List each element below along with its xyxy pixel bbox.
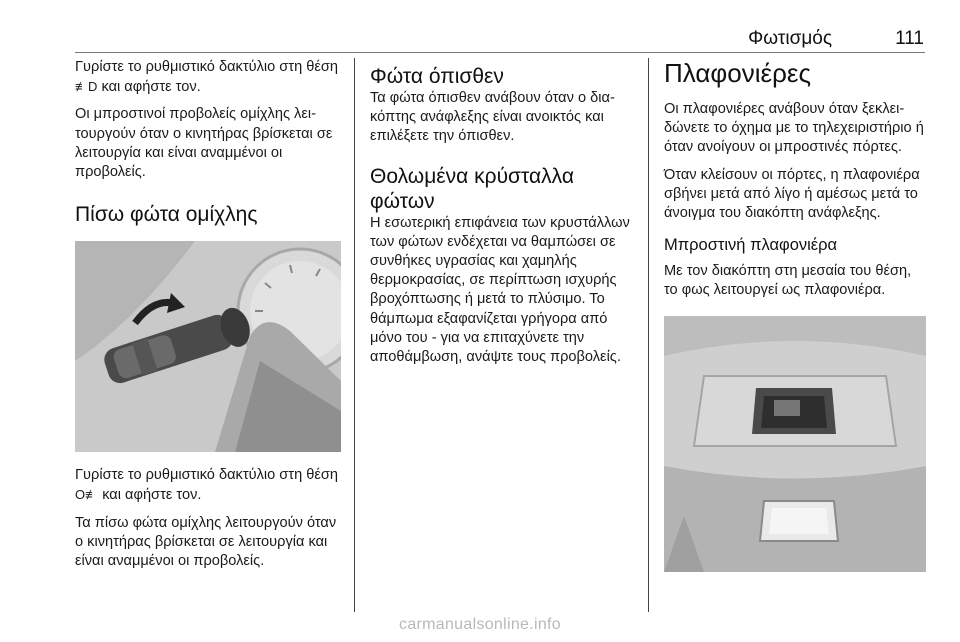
fog-light-switch-illustration [75, 241, 341, 452]
interior-lights-heading: Πλαφονιέρες [664, 58, 812, 88]
rear-fog-heading: Πίσω φώτα ομίχλης [75, 203, 258, 227]
section-title: Φωτισμός [748, 28, 832, 49]
header-rule [75, 52, 925, 53]
reversing-lights-description: Τα φώτα όπισθεν ανάβουν όταν ο διακόπτης ανάφλεξης είναι ανοικτός και επιλέξετε την όπισθεν. [370, 90, 615, 145]
front-fog-instruction: Γυρίστε το ρυθμιστικό δακτύλιο στη θέση ≢D και αφήστε τον. [75, 59, 338, 96]
rear-fog-instruction: Γυρίστε το ρυθμιστικό δακτύλιο στη θέση O≢ και αφήστε τον. [75, 467, 338, 504]
misted-lenses-description: Η εσωτερική επιφάνεια των κρυστάλλων των φώτων ενδέχεται να θαμπώσει σε συνθήκες υγρασίας και χαμηλής θερμοκρασίας, σε περίπτωση ισχυρής βροχόπτωσης ή μετά το πλύσιμο. Το θάμπωμα εξαφανίζεται γρήγορα από μόνο του - για να επιταχύνετε την αποθάμβωση, ανάψτε τους προβολείς. [370, 214, 630, 366]
interior-lights-timer: Όταν κλείσουν οι πόρτες, η πλαφονιέρα σβήνει μετά από λίγο ή αμέσως μετά το άνοιγμα του διακόπτη ανάφλεξης. [664, 166, 920, 222]
interior-lights-description: Οι πλαφονιέρες ανάβουν όταν ξεκλειδώνετε το όχημα με το τηλεχειριστήριο ή όταν ανοίγουν οι μπροστινές πόρτες. [664, 101, 924, 156]
column-right [664, 58, 926, 572]
front-fog-icon: ≢D [75, 79, 98, 95]
column-divider [648, 58, 649, 612]
watermark: carmanualsonline.info [399, 616, 561, 633]
page-number: 111 [895, 28, 924, 49]
front-fog-description: Οι μπροστινοί προβολείς ομίχλης λειτουργούν όταν ο κινητήρας βρίσκεται σε λειτουργία και είναι αναμμένοι οι προβολείς. [75, 106, 333, 181]
column-left [75, 58, 341, 571]
column-divider [354, 58, 355, 612]
column-middle [370, 58, 635, 367]
misted-lenses-heading: Θολωμένα κρύσταλλα φώτων [370, 164, 574, 213]
reversing-lights-heading: Φώτα όπισθεν [370, 65, 504, 88]
front-courtesy-light-heading: Μπροστινή πλαφονιέρα [664, 236, 838, 255]
front-courtesy-light-description: Με τον διακόπτη στη μεσαία του θέση, το φως λειτουργεί ως πλαφονιέρα. [664, 263, 912, 299]
rear-fog-description: Τα πίσω φώτα ομίχλης λειτουργούν όταν ο κινητήρας βρίσκεται σε λειτουργία και είναι αναμμένοι οι προβολείς. [75, 514, 337, 570]
rear-fog-icon: O≢ [75, 487, 99, 503]
courtesy-light-illustration [664, 316, 926, 572]
page-header [0, 0, 960, 56]
